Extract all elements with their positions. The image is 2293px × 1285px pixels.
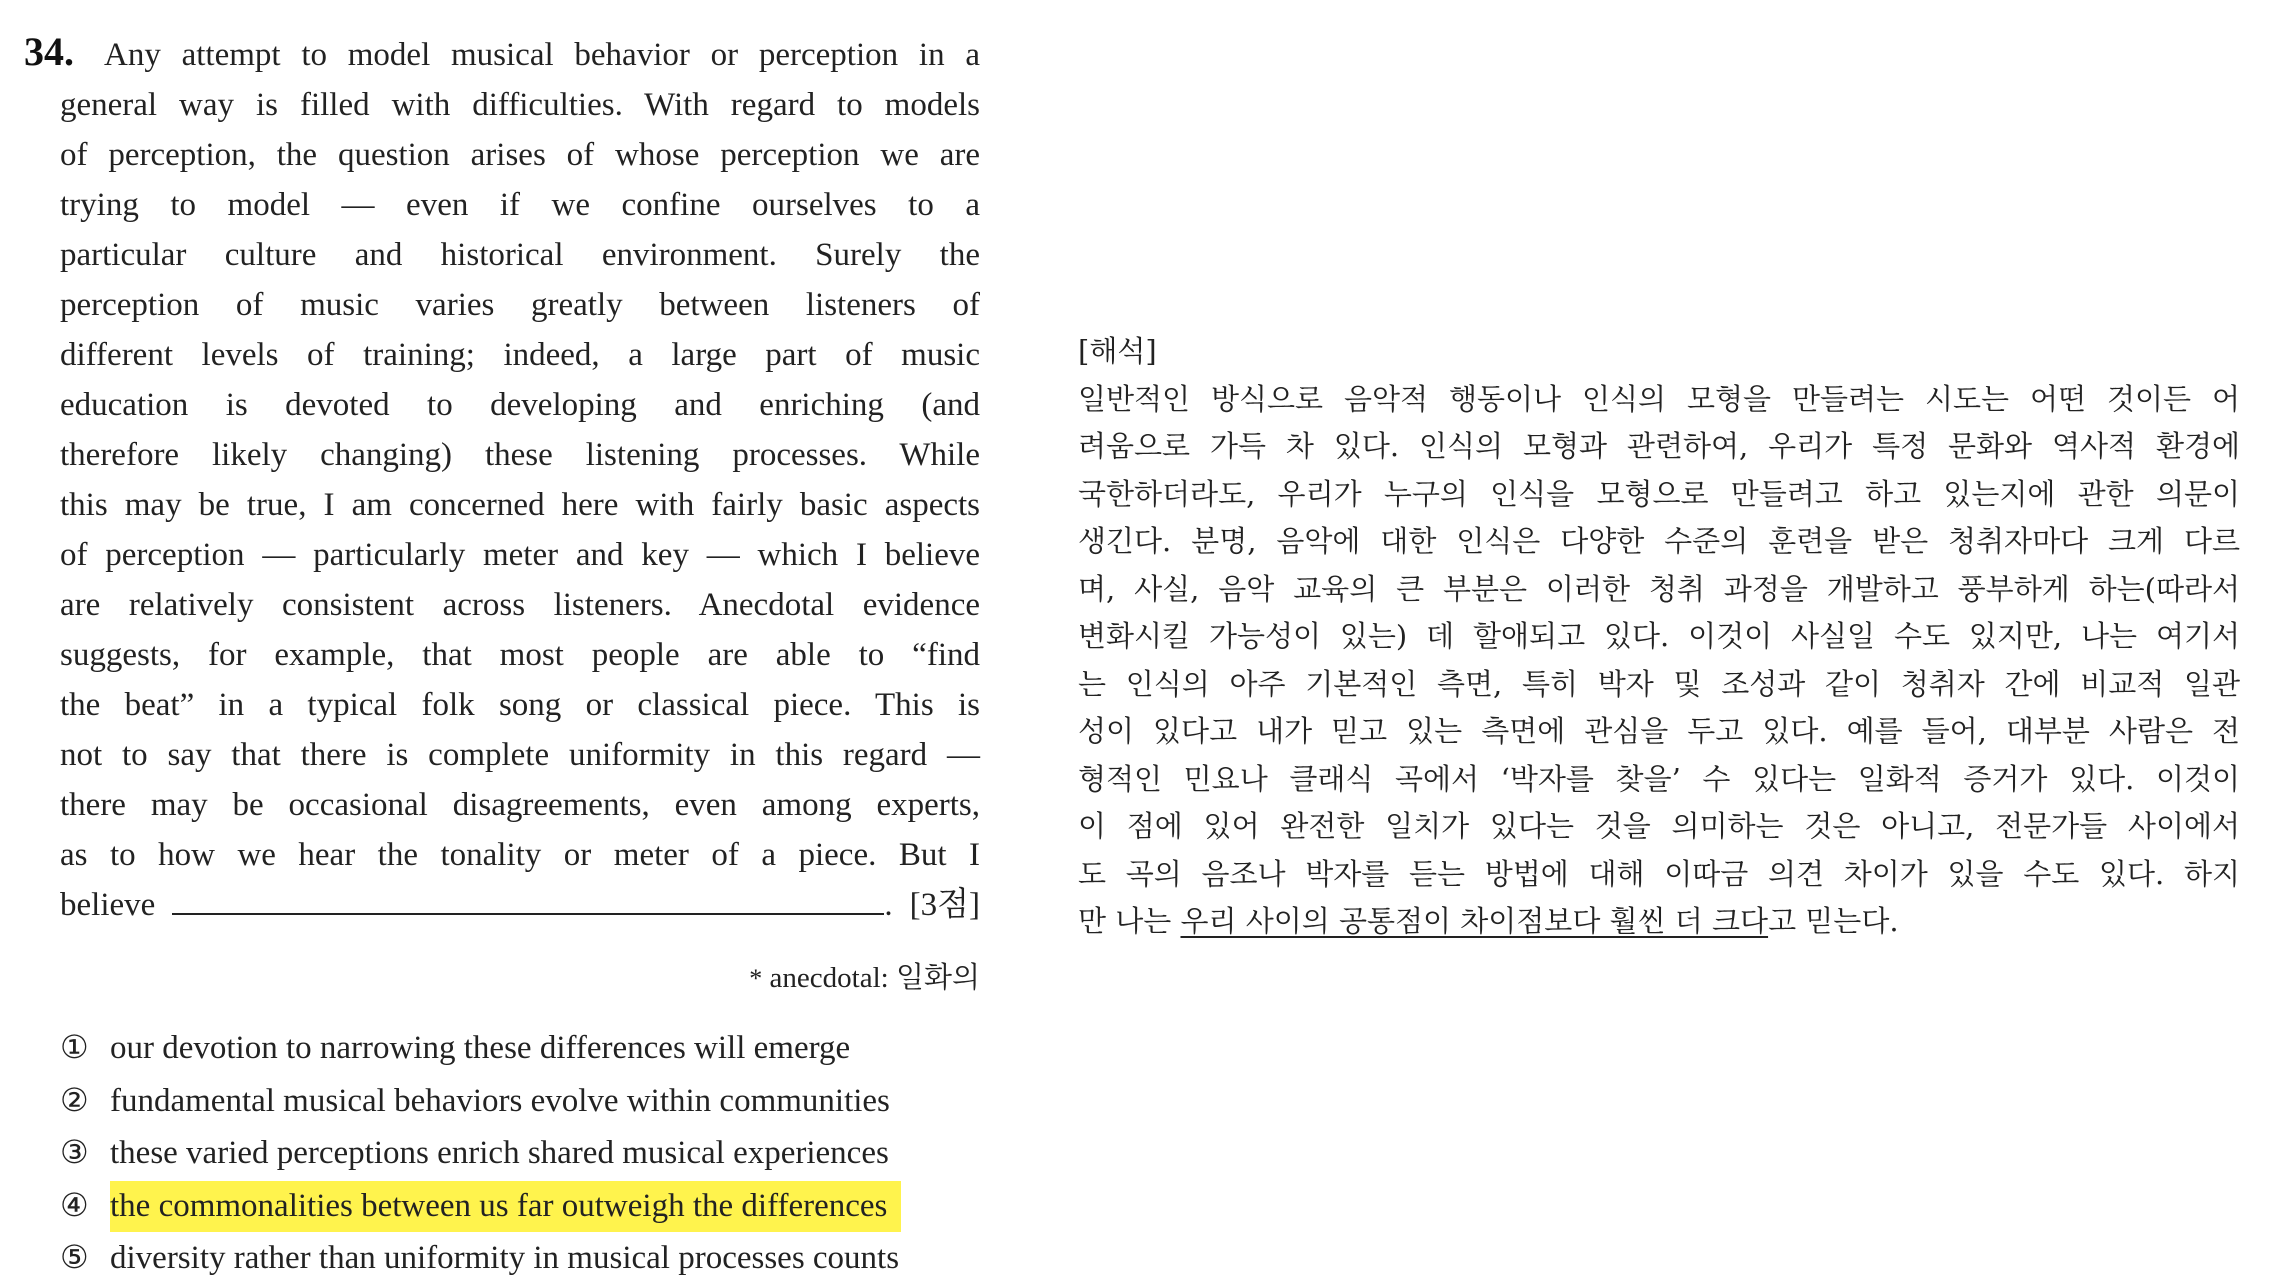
translation-line: 국한하더라도, 우리가 누구의 인식을 모형으로 만들려고 하고 있는지에 관한 의문이: [1078, 476, 2240, 511]
passage-line: there may be occasional disagreements, even among experts,: [60, 787, 980, 823]
passage-line: of perception, the question arises of whose perception we are: [60, 137, 980, 173]
choice-text: diversity rather than uniformity in musical processes counts: [110, 1240, 900, 1276]
translation-line: 성이 있다고 내가 믿고 있는 측면에 관심을 두고 있다. 예를 들어, 대부분 사람은 전: [1078, 714, 2240, 748]
blank-end-period: .: [884, 887, 893, 923]
passage-line: different levels of training; indeed, a large part of music: [60, 337, 980, 373]
passage-line: suggests, for example, that most people are able to “find: [60, 637, 980, 673]
choice-text: our devotion to narrowing these differences will emerge: [110, 1030, 851, 1066]
passage-line: not to say that there is complete uniformity in this regard —: [60, 737, 980, 773]
passage-line: Any attempt to model musical behavior or perception in a: [104, 37, 980, 73]
passage-line: the beat” in a typical folk song or classical piece. This is: [60, 687, 980, 723]
translation-line: 며, 사실, 음악 교육의 큰 부분은 이러한 청취 과정을 개발하고 풍부하게 하는(따라서: [1078, 571, 2240, 606]
choice-2: [60, 1075, 1000, 1128]
answer-choices: [60, 1022, 1000, 1285]
translation: [1078, 328, 2240, 946]
passage-line-blank: [60, 880, 980, 930]
passage: [60, 30, 980, 930]
passage-line: particular culture and historical environment. Surely the: [60, 237, 980, 273]
translation-line: 변화시킬 가능성이 있는) 데 할애되고 있다. 이것이 사실일 수도 있지만, 나는 여기서: [1078, 619, 2240, 653]
translation-line: 생긴다. 분명, 음악에 대한 인식은 다양한 수준의 훈련을 받은 청취자마다 크게 다르: [1078, 524, 2240, 558]
choice-text: fundamental musical behaviors evolve within communities: [110, 1082, 890, 1119]
translation-line: 도 곡의 음조나 박자를 듣는 방법에 대해 이따금 의견 차이가 있을 수도 있다. 하지: [1078, 856, 2240, 891]
choice-number: ④: [60, 1186, 89, 1223]
translation-final-prefix: 만 나는: [1078, 904, 1181, 938]
choice-number: ②: [60, 1081, 89, 1118]
translation-line: 려움으로 가득 차 있다. 인식의 모형과 관련하여, 우리가 특정 문화와 역사적 환경에: [1078, 429, 2240, 463]
question-number: 34.: [24, 29, 74, 74]
answer-blank: [172, 883, 884, 915]
choice-5: [60, 1232, 1000, 1285]
passage-line: trying to model — even if we confine ourselves to a: [60, 187, 980, 223]
passage-line: of perception — particularly meter and key — which I believe: [60, 537, 980, 573]
choice-4: [60, 1180, 1000, 1233]
footnote-marker: *: [749, 964, 763, 993]
passage-line: are relatively consistent across listeners. Anecdotal evidence: [60, 587, 980, 623]
translation-line: 이 점에 있어 완전한 일치가 있다는 것을 의미하는 것은 아니고, 전문가들 사이에서: [1078, 809, 2240, 843]
choice-number: ③: [60, 1134, 89, 1170]
blank-lead-text: believe: [60, 887, 156, 923]
passage-line: this may be true, I am concerned here with fairly basic aspects: [60, 487, 980, 523]
passage-line: therefore likely changing) these listening processes. While: [60, 437, 980, 473]
translation-line: 는 인식의 아주 기본적인 측면, 특히 박자 및 조성과 같이 청취자 간에 비교적 일관: [1078, 666, 2240, 701]
passage-line: general way is filled with difficulties. With regard to models: [60, 87, 980, 123]
translation-line: 형적인 민요나 클래식 곡에서 ‘박자를 찾을’ 수 있다는 일화적 증거가 있다. 이것이: [1078, 761, 2240, 796]
points-label: [3점]: [909, 887, 981, 923]
choice-number: ⑤: [60, 1239, 89, 1275]
choice-text: the commonalities between us far outweigh the differences: [110, 1181, 901, 1233]
choice-3: [60, 1127, 1000, 1180]
passage-line: perception of music varies greatly between listeners of: [60, 287, 980, 323]
footnote: [60, 958, 980, 999]
passage-line: education is devoted to developing and enriching (and: [60, 387, 980, 423]
translation-answer-underlined: 우리 사이의 공통점이 차이점보다 훨씬 더 크다: [1180, 904, 1769, 938]
passage-line: as to how we hear the tonality or meter of a piece. But I: [60, 837, 980, 873]
choice-text: these varied perceptions enrich shared musical experiences: [110, 1135, 889, 1171]
footnote-text: anecdotal: 일화의: [769, 962, 980, 994]
translation-line: 일반적인 방식으로 음악적 행동이나 인식의 모형을 만들려는 시도는 어떤 것이든 어: [1078, 381, 2240, 416]
choice-1: [60, 1022, 1000, 1075]
translation-heading: [해석]: [1078, 334, 1157, 368]
translation-final-suffix: 고 믿는다.: [1768, 904, 1899, 938]
choice-number: ①: [60, 1029, 89, 1065]
translation-line-final: [1078, 898, 2240, 946]
